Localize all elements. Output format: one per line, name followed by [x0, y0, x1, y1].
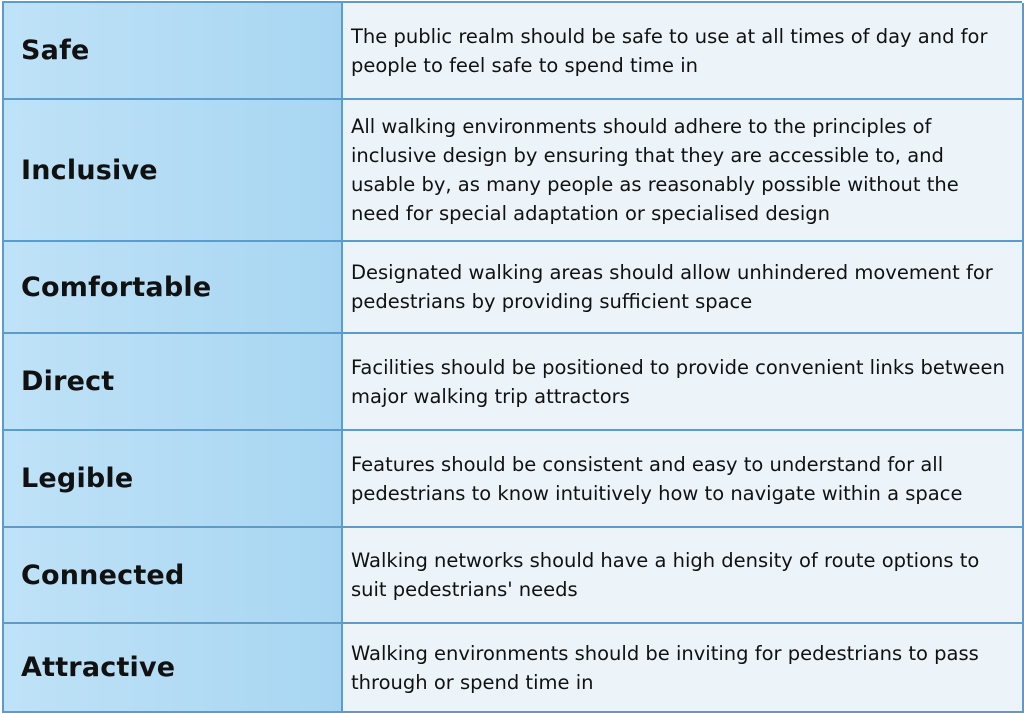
- description-cell-legible: Features should be consistent and easy to understand for all pedestrians to know intuitively how to navigate within a space: [343, 431, 1024, 528]
- term-cell-inclusive: Inclusive: [4, 100, 343, 242]
- description-cell-comfortable: Designated walking areas should allow unhindered movement for pedestrians by providing sufficient space: [343, 242, 1024, 334]
- term-cell-connected: Connected: [4, 528, 343, 624]
- description-cell-direct: Facilities should be positioned to provide convenient links between major walking trip attractors: [343, 334, 1024, 431]
- description-cell-connected: Walking networks should have a high density of route options to suit pedestrians' needs: [343, 528, 1024, 624]
- term-cell-comfortable: Comfortable: [4, 242, 343, 334]
- description-cell-safe: The public realm should be safe to use at all times of day and for people to feel safe to spend time in: [343, 3, 1024, 100]
- term-cell-legible: Legible: [4, 431, 343, 528]
- principles-table: [2, 1, 1022, 713]
- term-cell-attractive: Attractive: [4, 624, 343, 713]
- term-cell-safe: Safe: [4, 3, 343, 100]
- description-cell-attractive: Walking environments should be inviting for pedestrians to pass through or spend time in: [343, 624, 1024, 713]
- term-cell-direct: Direct: [4, 334, 343, 431]
- description-cell-inclusive: All walking environments should adhere to the principles of inclusive design by ensuring that they are accessible to, and usable by, as many people as reasonably possible without the need for special adaptation or specialised design: [343, 100, 1024, 242]
